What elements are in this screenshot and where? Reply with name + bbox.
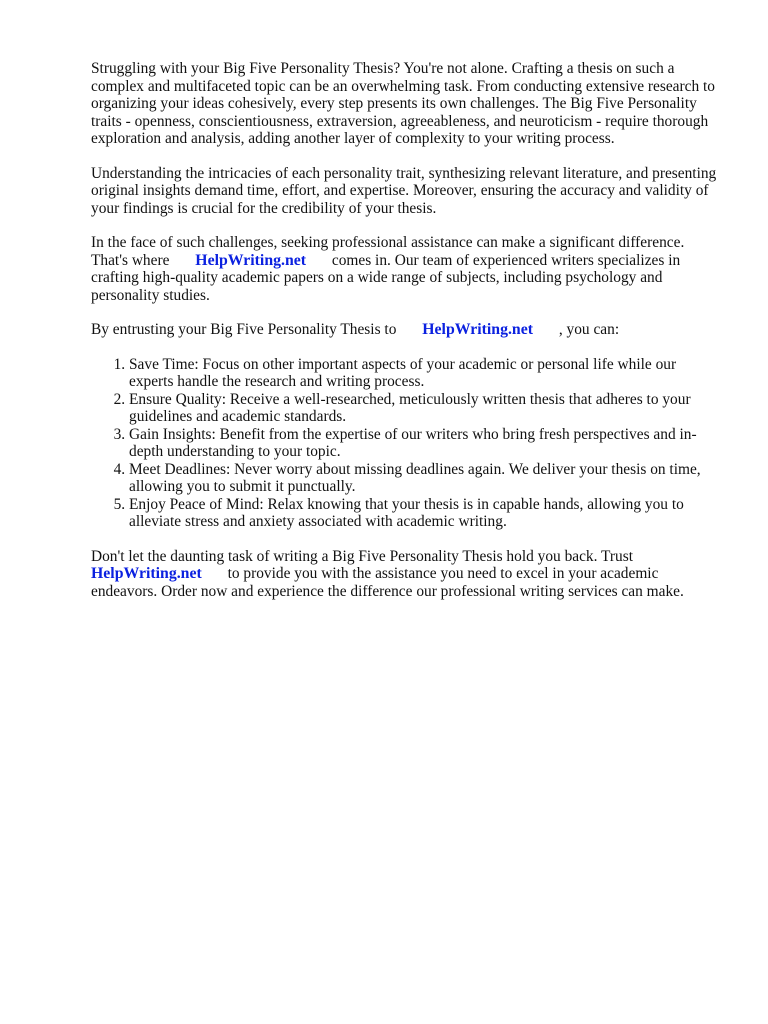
closing-paragraph <box>91 548 723 601</box>
entrusting-text-before: By entrusting your Big Five Personality Thesis to <box>91 321 397 338</box>
intro-text: Struggling with your Big Five Personality Thesis? You're not alone. Crafting a thesis on such a complex and multifaceted topic can be an overwhelming task. From conducting extensive research to organizing your ideas cohesively, every step presents its own challenges. The Big Five Personality traits - openness, conscientiousness, extraversion, agreeableness, and neuroticism - require thorough exploration and analysis, adding another layer of complexity to your writing process. <box>91 60 715 147</box>
intro-paragraph <box>91 60 723 148</box>
challenges-text: Understanding the intricacies of each personality trait, synthesizing relevant literature, and presenting original insights demand time, effort, and expertise. Moreover, ensuring the accuracy and validity of your findings is crucial for the credibility of your thesis. <box>91 164 717 217</box>
assistance-text-before: In the face of such challenges, seeking professional assistance can make a significant difference. That's where <box>91 234 685 269</box>
entrusting-paragraph <box>91 321 723 339</box>
list-item: 2. Ensure Quality: Receive a well-researched, meticulously written thesis that adheres to your guidelines and academic standards. <box>129 391 723 426</box>
assistance-text-after: comes in. Our team of experienced writers specializes in crafting high-quality academic papers on a wide range of subjects, including psychology and personality studies. <box>91 251 681 304</box>
list-item: 1. Save Time: Focus on other important aspects of your academic or personal life while our experts handle the research and writing process. <box>129 356 723 391</box>
helpwriting-link[interactable]: HelpWriting.net <box>422 321 533 338</box>
benefits-list <box>91 356 723 531</box>
challenges-paragraph <box>91 165 723 218</box>
entrusting-text-after: , you can: <box>558 321 620 338</box>
list-item: 3. Gain Insights: Benefit from the expertise of our writers who bring fresh perspectives and in-depth understanding to your topic. <box>129 426 723 461</box>
list-item: 4. Meet Deadlines: Never worry about missing deadlines again. We deliver your thesis on time, allowing you to submit it punctually. <box>129 461 723 496</box>
helpwriting-link[interactable]: HelpWriting.net <box>195 251 307 269</box>
list-item: 5. Enjoy Peace of Mind: Relax knowing that your thesis is in capable hands, allowing you to alleviate stress and anxiety associated with academic writing. <box>129 496 723 531</box>
document-page <box>91 60 723 617</box>
helpwriting-link[interactable]: HelpWriting.net <box>91 565 202 582</box>
closing-text-after: to provide you with the assistance you need to excel in your academic endeavors. Order now and experience the difference our professional writing services can make. <box>91 565 684 600</box>
assistance-paragraph <box>91 234 723 304</box>
closing-text-before: Don't let the daunting task of writing a Big Five Personality Thesis hold you back. Trust <box>91 547 633 565</box>
